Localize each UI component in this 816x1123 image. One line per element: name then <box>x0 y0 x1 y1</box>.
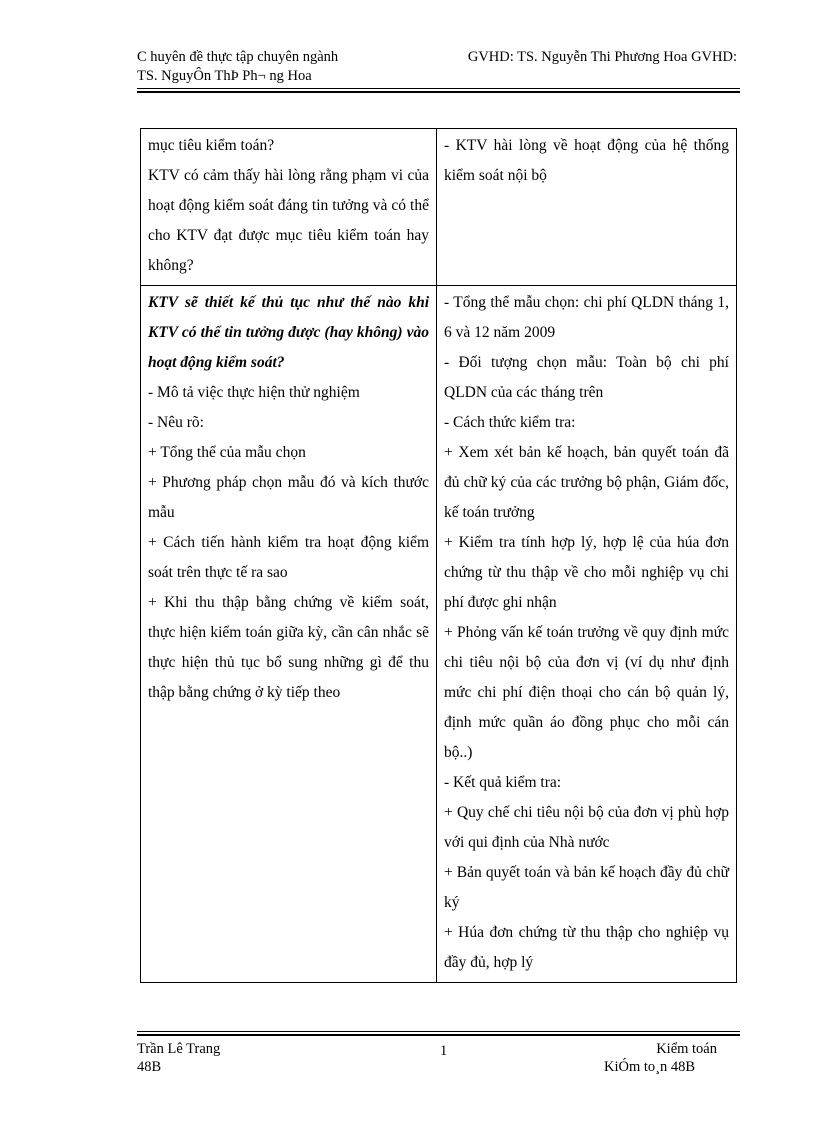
header-rule-thick <box>137 91 740 93</box>
cell-text: - Tổng thể mẫu chọn: chi phí QLDN tháng 1, 6 và 12 năm 2009 <box>444 294 729 341</box>
cell-text: + Phương pháp chọn mẫu đó và kích thước mẫu <box>148 474 429 521</box>
table-cell-question <box>141 286 437 983</box>
cell-text: + Quy chế chi tiêu nội bộ của đơn vị phù hợp với qui định của Nhà nước <box>444 804 729 851</box>
footer-rule-thick <box>137 1034 740 1036</box>
cell-text: - Cách thức kiểm tra: <box>444 414 576 431</box>
table-cell-answer <box>437 286 737 983</box>
footer-class: 48B <box>137 1059 162 1075</box>
cell-text: + Bản quyết toán và bản kế hoạch đầy đủ chữ ký <box>444 864 729 911</box>
cell-text: + Phỏng vấn kế toán trưởng về quy định mức chi tiêu nội bộ của đơn vị (ví dụ như định mức chi phí điện thoại cho cán bộ quản lý, định mức quần áo đồng phục cho mỗi cán bộ..) <box>444 624 729 761</box>
header-rule-thin <box>137 88 740 89</box>
cell-text: + Cách tiến hành kiểm tra hoạt động kiểm soát trên thực tế ra sao <box>148 534 429 581</box>
cell-text: - Kết quả kiểm tra: <box>444 774 562 791</box>
cell-text: - Mô tả việc thực hiện thử nghiệm <box>148 384 360 401</box>
cell-text: + Kiểm tra tính hợp lý, hợp lệ của húa đơn chứng từ thu thập về cho mỗi nghiệp vụ chi phí được ghi nhận <box>444 534 729 611</box>
cell-text: mục tiêu kiểm toán? <box>148 137 275 154</box>
table-row <box>141 129 737 286</box>
cell-text: - Nêu rõ: <box>148 414 204 431</box>
page-header <box>137 48 737 85</box>
footer-author: Trần Lê Trang <box>137 1041 221 1057</box>
cell-text: + Khi thu thập bằng chứng về kiểm soát, thực hiện kiểm toán giữa kỳ, cần cân nhắc sẽ thực hiện thủ tục bổ sung những gì để thu thập bằng chứng ở kỳ tiếp theo <box>148 594 429 701</box>
cell-text: + Tổng thể của mẫu chọn <box>148 444 306 461</box>
cell-text: + Húa đơn chứng từ thu thập cho nghiệp vụ đầy đủ, hợp lý <box>444 924 729 971</box>
cell-text: - KTV hài lòng về hoạt động của hệ thống kiểm soát nội bộ <box>444 137 729 184</box>
header-supervisor: GVHD: TS. Nguyễn Thi Phương Hoa GVHD: <box>467 49 737 65</box>
header-supervisor-continued: TS. NguyÔn ThÞ Ph¬ ng Hoa <box>137 68 312 84</box>
cell-text: KTV có cảm thấy hài lòng rằng phạm vi của hoạt động kiểm soát đáng tin tưởng và có thể cho KTV đạt được mục tiêu kiểm toán hay không? <box>148 167 429 274</box>
table-cell-answer <box>437 129 737 286</box>
footer-department-code: KiÓm to¸n 48B <box>603 1059 695 1075</box>
table-cell-question <box>141 129 437 286</box>
footer-department: Kiểm toán <box>656 1041 717 1057</box>
table-row <box>141 286 737 983</box>
cell-text: + Xem xét bản kế hoạch, bản quyết toán đã đủ chữ ký của các trưởng bộ phận, Giám đốc, kế toán trưởng <box>444 444 729 521</box>
cell-text: - Đối tượng chọn mẫu: Toàn bộ chi phí QLDN của các tháng trên <box>444 354 729 401</box>
footer-rule-thin <box>137 1031 740 1032</box>
page-number: 1 <box>440 1043 448 1059</box>
page-footer <box>137 1040 717 1076</box>
header-thesis-title: C huyên đề thực tập chuyên ngành <box>137 49 339 65</box>
cell-heading: KTV sẽ thiết kế thủ tục như thế nào khi KTV có thể tin tưởng được (hay không) vào hoạt động kiểm soát? <box>148 294 429 371</box>
audit-procedure-table <box>140 128 737 983</box>
